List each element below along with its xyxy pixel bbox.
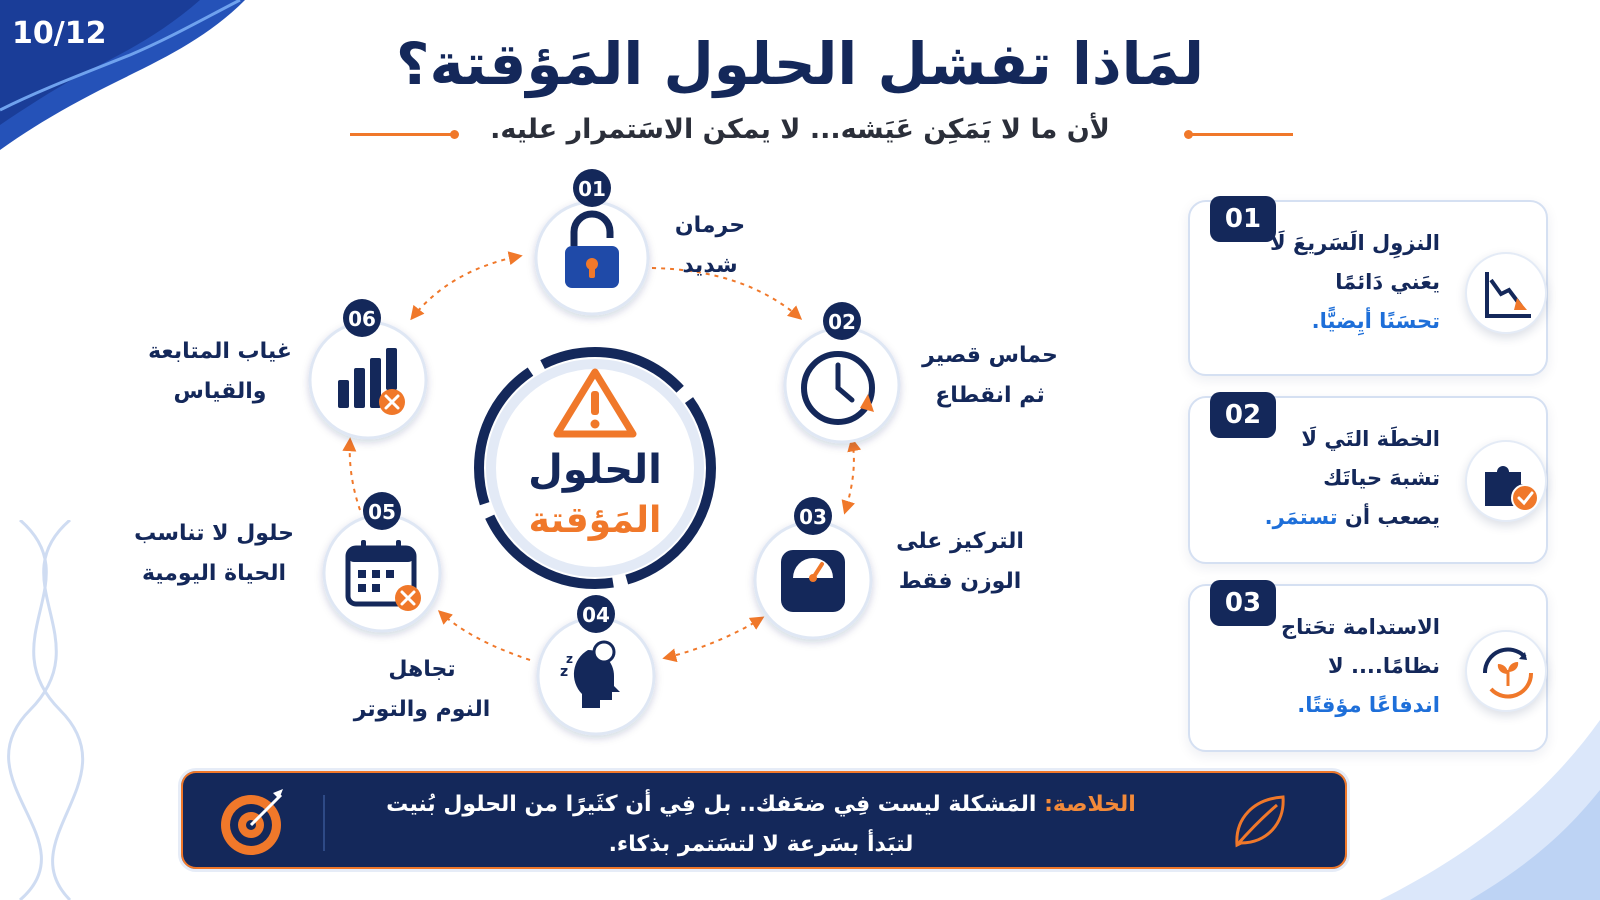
center-title-line2: المَؤقتة bbox=[528, 500, 662, 541]
sprout-cycle-icon bbox=[1465, 630, 1547, 712]
step-label-01: حرمان شديد bbox=[674, 213, 746, 278]
page-counter: 10/12 bbox=[12, 16, 107, 51]
step-label-05: حلول لا تناسب الحياة اليومية bbox=[134, 521, 294, 586]
card-number-01: 01 bbox=[1210, 196, 1276, 242]
card-text-03: الاستدامة تحَتاج نظامًا.... لا اندفاعًا مؤقتًا. bbox=[1280, 615, 1440, 717]
card-number-02: 02 bbox=[1210, 392, 1276, 438]
subtitle-rule-right bbox=[1188, 133, 1293, 136]
connector-03-04 bbox=[665, 618, 762, 658]
step-label-03: التركيز على الوزن فقط bbox=[896, 529, 1024, 594]
step-number-04: 04 bbox=[582, 603, 610, 627]
step-node-06 bbox=[310, 299, 426, 438]
summary-label: الخلاصة: bbox=[1044, 792, 1136, 817]
step-node-04 bbox=[538, 595, 654, 734]
step-number-03: 03 bbox=[799, 505, 827, 529]
puzzle-check-icon bbox=[1465, 440, 1547, 522]
step-number-06: 06 bbox=[348, 307, 376, 331]
summary-text: الخلاصة: المَشكلة ليست فِي ضعَفك.. بل فِي أن كثَيرًا من الحلول بُنيت لتبَدأ بسَرعة لا لتسَتمر بذكاء. bbox=[386, 792, 1136, 857]
declining-chart-icon bbox=[1465, 252, 1547, 334]
connector-06-01 bbox=[412, 256, 520, 318]
step-label-06: غياب المتابعة والقياس bbox=[148, 339, 292, 404]
connector-05-06 bbox=[350, 440, 360, 510]
svg-text:z: z bbox=[566, 652, 573, 666]
info-card-03 bbox=[1188, 584, 1548, 752]
step-node-03 bbox=[755, 497, 871, 638]
connector-02-03 bbox=[845, 440, 854, 512]
step-label-02: حماس قصير ثم انقطاع bbox=[922, 343, 1058, 408]
step-number-01: 01 bbox=[578, 177, 606, 201]
info-card-01 bbox=[1188, 200, 1548, 376]
step-label-04: تجاهل النوم والتوتر bbox=[353, 657, 491, 722]
step-number-05: 05 bbox=[368, 500, 396, 524]
card-text-01: النزوِل الَسَريعَ لَا يعَني دَائمًا تحسَنًا أيِضيًّا. bbox=[1270, 231, 1440, 333]
step-node-02 bbox=[785, 302, 899, 442]
summary-divider bbox=[323, 795, 325, 851]
step-node-05 bbox=[324, 492, 440, 631]
step-number-02: 02 bbox=[828, 310, 856, 334]
target-icon bbox=[217, 787, 289, 859]
card-number-03: 03 bbox=[1210, 580, 1276, 626]
info-card-02 bbox=[1188, 396, 1548, 564]
scale-icon bbox=[781, 550, 845, 612]
step-node-01 bbox=[536, 169, 648, 314]
card-text-02: الخطَة التَي لَا تشبهَ حياتَك يصعب أن تستمَر. bbox=[1264, 427, 1440, 529]
center-title-line1: الحلول bbox=[528, 447, 662, 493]
svg-text:z: z bbox=[560, 664, 569, 680]
page-subtitle: لأن ما لا يَمَكِن عَيَشه... لا يمكن الاسَتمرار عليه. bbox=[490, 114, 1110, 145]
summary-banner bbox=[178, 768, 1350, 872]
leaf-icon bbox=[1227, 789, 1291, 853]
page-title: لمَاذا تفشل الحلول المَؤقتة؟ bbox=[395, 30, 1205, 98]
